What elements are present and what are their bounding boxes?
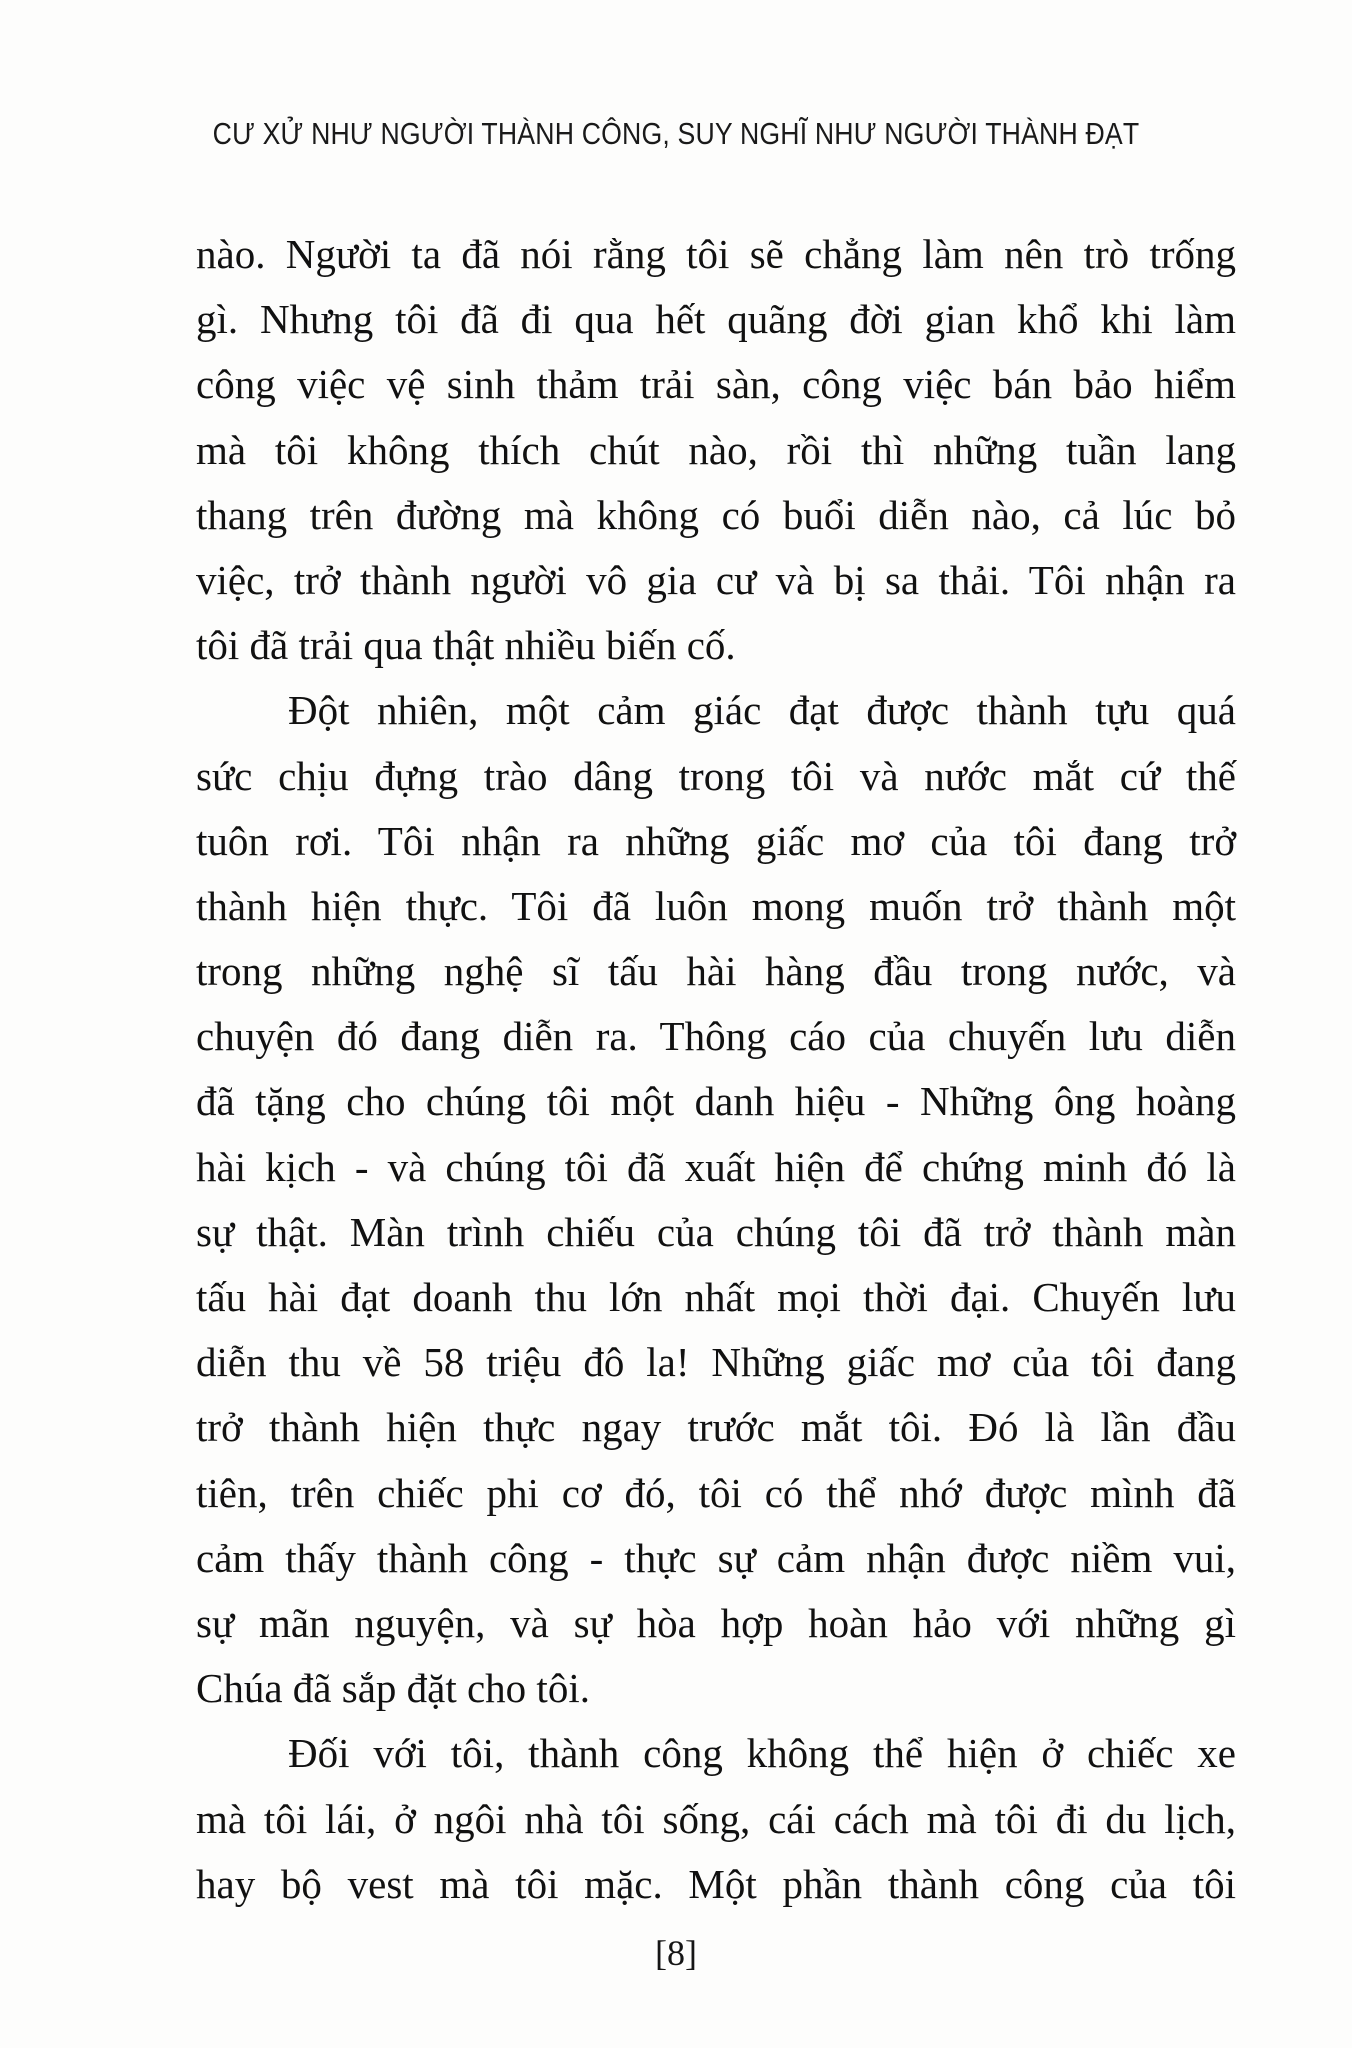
text-line: tôi đã trải qua thật nhiều biến cố. [196, 622, 736, 669]
text-line: mà tôi không thích chút nào, rồi thì những tuần lang [196, 426, 1236, 473]
page-number: [8] [655, 1933, 697, 1973]
text-line: sức chịu đựng trào dâng trong tôi và nước mắt cứ thế [196, 752, 1236, 799]
body-text [196, 222, 1236, 1917]
paragraph-2 [196, 678, 1236, 1721]
text-line: Đột nhiên, một cảm giác đạt được thành tựu quá [288, 687, 1236, 734]
text-line: thang trên đường mà không có buổi diễn nào, cả lúc bỏ [196, 491, 1236, 538]
text-line: chuyện đó đang diễn ra. Thông cáo của chuyến lưu diễn [196, 1013, 1236, 1060]
paragraph-3 [196, 1721, 1236, 1917]
paragraph-1 [196, 222, 1236, 678]
text-line: gì. Nhưng tôi đã đi qua hết quãng đời gian khổ khi làm [196, 296, 1236, 343]
text-line: tiên, trên chiếc phi cơ đó, tôi có thể nhớ được mình đã [196, 1469, 1236, 1516]
text-line: hay bộ vest mà tôi mặc. Một phần thành công của tôi [196, 1860, 1236, 1907]
text-line: tuôn rơi. Tôi nhận ra những giấc mơ của tôi đang trở [196, 817, 1236, 864]
text-line: Đối với tôi, thành công không thể hiện ở chiếc xe [288, 1730, 1236, 1777]
text-line: sự thật. Màn trình chiếu của chúng tôi đã trở thành màn [196, 1208, 1236, 1255]
text-line: tấu hài đạt doanh thu lớn nhất mọi thời đại. Chuyến lưu [196, 1274, 1236, 1320]
text-line: đã tặng cho chúng tôi một danh hiệu - Những ông hoàng [196, 1078, 1236, 1125]
text-line: cảm thấy thành công - thực sự cảm nhận được niềm vui, [196, 1534, 1236, 1581]
text-line: nào. Người ta đã nói rằng tôi sẽ chẳng làm nên trò trống [196, 231, 1236, 277]
text-line: diễn thu về 58 triệu đô la! Những giấc mơ của tôi đang [196, 1339, 1236, 1386]
text-line: trở thành hiện thực ngay trước mắt tôi. Đó là lần đầu [196, 1404, 1236, 1451]
text-line: mà tôi lái, ở ngôi nhà tôi sống, cái cách mà tôi đi du lịch, [196, 1795, 1236, 1842]
text-line: việc, trở thành người vô gia cư và bị sa thải. Tôi nhận ra [196, 556, 1236, 603]
text-line: Chúa đã sắp đặt cho tôi. [196, 1665, 590, 1712]
running-header: CƯ XỬ NHƯ NGƯỜI THÀNH CÔNG, SUY NGHĨ NHƯ NGƯỜI THÀNH ĐẠT [212, 116, 1140, 151]
text-line: trong những nghệ sĩ tấu hài hàng đầu trong nước, và [196, 948, 1236, 995]
text-line: thành hiện thực. Tôi đã luôn mong muốn trở thành một [196, 882, 1236, 929]
text-line: sự mãn nguyện, và sự hòa hợp hoàn hảo với những gì [196, 1599, 1236, 1646]
text-line: công việc vệ sinh thảm trải sàn, công việc bán bảo hiểm [196, 361, 1236, 408]
text-line: hài kịch - và chúng tôi đã xuất hiện để chứng minh đó là [196, 1143, 1236, 1190]
